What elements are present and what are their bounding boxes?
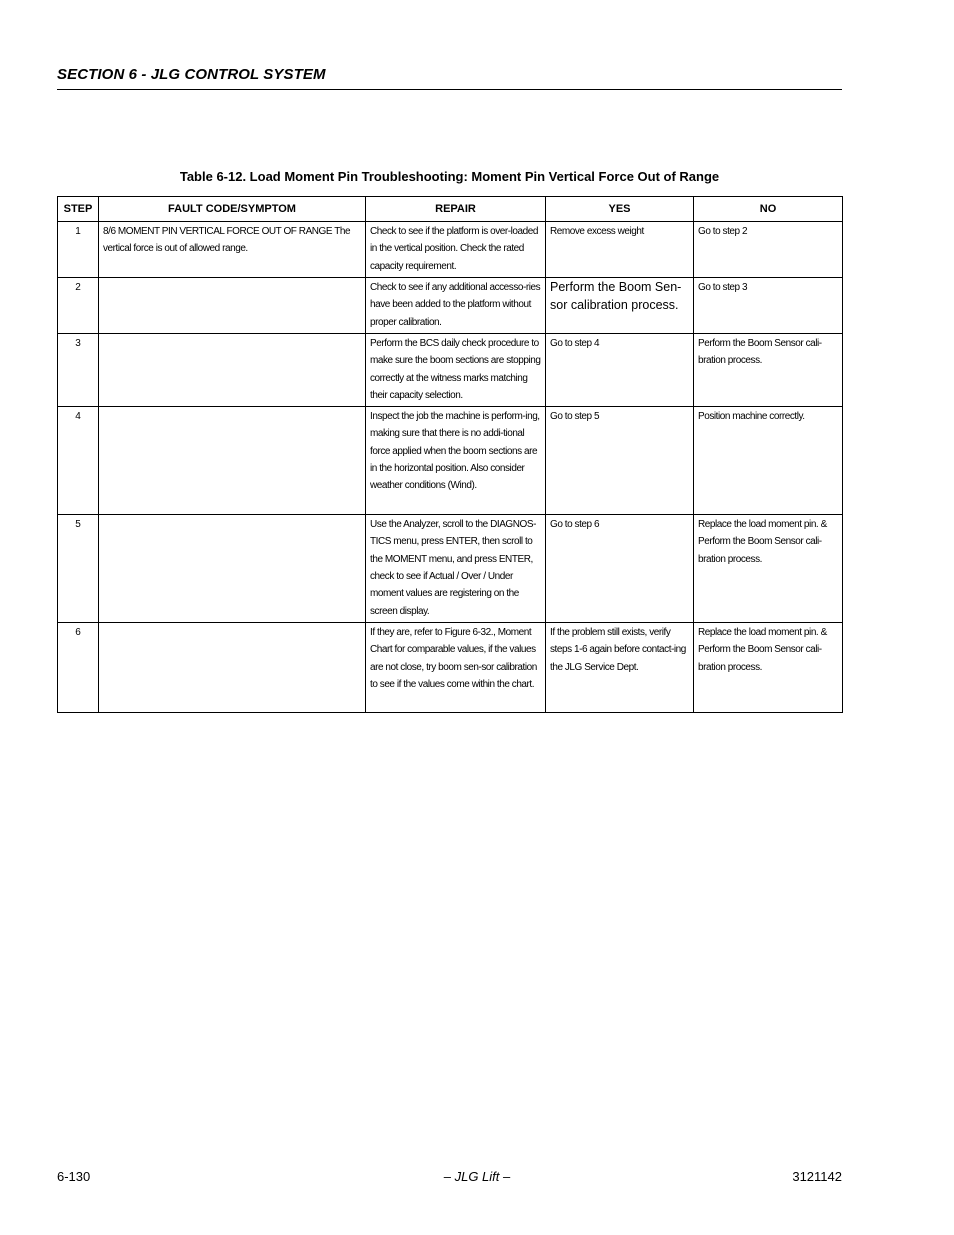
table-row (58, 222, 843, 278)
step-cell: 6 (58, 623, 99, 713)
page-number: 6-130 (57, 1169, 91, 1184)
step-cell: 3 (58, 334, 99, 407)
step-cell: 5 (58, 515, 99, 623)
yes-cell (546, 278, 694, 334)
repair-cell: Inspect the job the machine is perform-ing, making sure that there is no addi-tional force applied when the boom sections are in the horizontal position. Also consider weather conditions (Wind). (366, 407, 546, 515)
column-header-repair: REPAIR (366, 197, 546, 222)
column-header-fault: FAULT CODE/SYMPTOM (99, 197, 366, 222)
document-number: 3121142 (792, 1169, 842, 1184)
repair-cell: Check to see if the platform is over-loaded in the vertical position. Check the rated capacity requirement. (366, 222, 546, 278)
table-row (58, 334, 843, 407)
table-row (58, 278, 843, 334)
table-header-row (58, 197, 843, 222)
no-cell: Perform the Boom Sensor cali-bration process. (694, 334, 843, 407)
column-header-step: STEP (58, 197, 99, 222)
column-header-no: NO (694, 197, 843, 222)
yes-text: Perform the Boom Sen-sor calibration process. (550, 280, 682, 313)
no-cell: Go to step 3 (694, 278, 843, 334)
repair-cell: Perform the BCS daily check procedure to make sure the boom sections are stopping correctly at the witness marks matching their capacity selection. (366, 334, 546, 407)
repair-cell: Use the Analyzer, scroll to the DIAGNOS-TICS menu, press ENTER, then scroll to the MOMENT menu, and press ENTER, check to see if Actual / Over / Under moment values are registering on the screen display. (366, 515, 546, 623)
table-row (58, 515, 843, 623)
step-cell: 2 (58, 278, 99, 334)
repair-cell: If they are, refer to Figure 6-32., Moment Chart for comparable values, if the values are not close, try boom sen-sor calibration to see if the values come within the chart. (366, 623, 546, 713)
yes-cell: Go to step 5 (546, 407, 694, 515)
yes-cell: Remove excess weight (546, 222, 694, 278)
no-cell: Replace the load moment pin. & Perform the Boom Sensor cali-bration process. (694, 623, 843, 713)
no-cell: Replace the load moment pin. & Perform the Boom Sensor cali-bration process. (694, 515, 843, 623)
fault-cell (99, 623, 366, 713)
fault-cell (99, 407, 366, 515)
section-title: SECTION 6 - JLG CONTROL SYSTEM (57, 66, 326, 83)
repair-cell: Check to see if any additional accesso-ries have been added to the platform without proper calibration. (366, 278, 546, 334)
no-cell: Go to step 2 (694, 222, 843, 278)
yes-cell: If the problem still exists, verify steps 1-6 again before contact-ing the JLG Service Dept. (546, 623, 694, 713)
no-cell: Position machine correctly. (694, 407, 843, 515)
fault-cell (99, 515, 366, 623)
yes-cell: Go to step 4 (546, 334, 694, 407)
yes-cell: Go to step 6 (546, 515, 694, 623)
fault-cell (99, 278, 366, 334)
table-title: Table 6-12. Load Moment Pin Troubleshooting: Moment Pin Vertical Force Out of Range (179, 169, 720, 184)
table-row (58, 407, 843, 515)
fault-cell (99, 334, 366, 407)
column-header-yes: YES (546, 197, 694, 222)
step-cell: 1 (58, 222, 99, 278)
step-cell: 4 (58, 407, 99, 515)
troubleshooting-table (57, 196, 843, 713)
table-row (58, 623, 843, 713)
fault-cell: 8/6 MOMENT PIN VERTICAL FORCE OUT OF RANGE The vertical force is out of allowed range. (99, 222, 366, 278)
footer-brand: – JLG Lift – (443, 1169, 511, 1184)
page-header (57, 64, 842, 90)
